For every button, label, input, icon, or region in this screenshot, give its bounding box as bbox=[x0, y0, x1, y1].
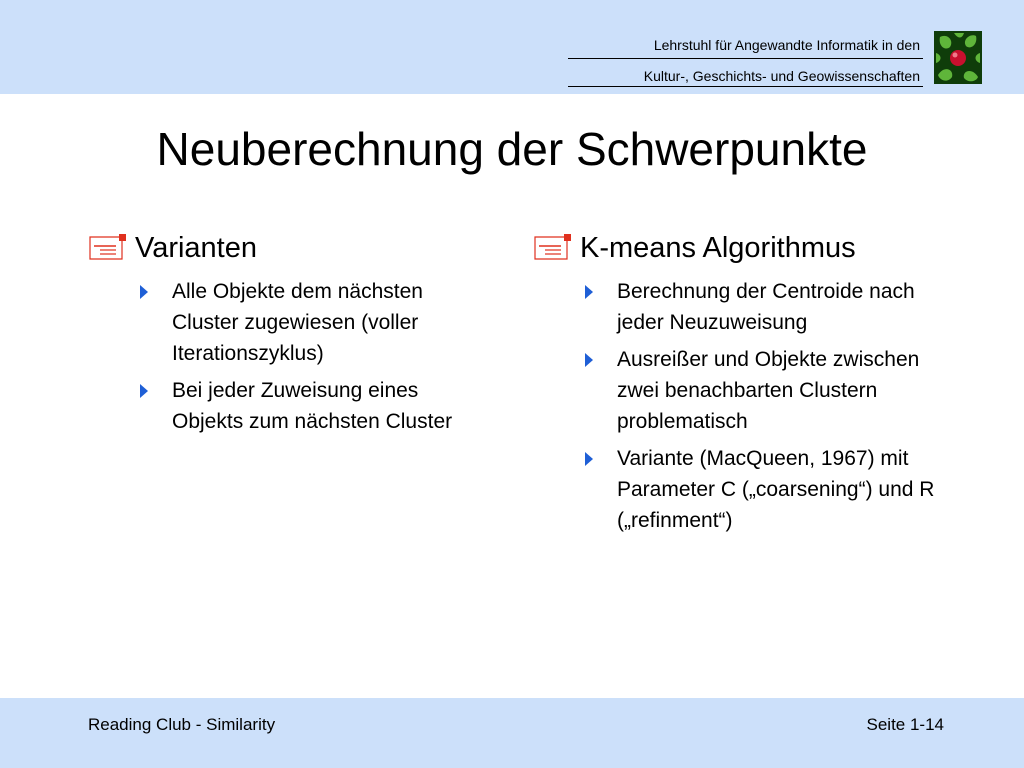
list-item-text: Alle Objekte dem nächsten Cluster zugewiesen (voller Iterationszyklus) bbox=[172, 280, 423, 365]
main-point-k-means bbox=[533, 228, 943, 268]
list-item bbox=[88, 375, 488, 437]
list-item-text: Bei jeder Zuweisung eines Objekts zum nächsten Cluster bbox=[172, 379, 453, 433]
triangle-bullet-icon bbox=[140, 384, 148, 398]
leaf-emblem-icon bbox=[934, 31, 982, 84]
header-divider-bottom bbox=[568, 86, 923, 87]
triangle-bullet-icon bbox=[140, 285, 148, 299]
list-item-text: Variante (MacQueen, 1967) mit Parameter C („coarsening“) und R („refinment“) bbox=[617, 447, 935, 532]
list-item bbox=[533, 276, 943, 338]
triangle-bullet-icon bbox=[585, 452, 593, 466]
sub-point-list bbox=[88, 276, 488, 437]
slide-title: Neuberechnung der Schwerpunkte bbox=[156, 123, 868, 175]
list-item bbox=[88, 276, 488, 369]
triangle-bullet-icon bbox=[585, 353, 593, 367]
list-item bbox=[533, 443, 943, 536]
chair-name-line1: Lehrstuhl für Angewandte Informatik in den bbox=[653, 37, 920, 53]
column-varianten bbox=[88, 228, 488, 443]
column-k-means bbox=[533, 228, 943, 542]
sub-point-list bbox=[533, 276, 943, 536]
header-band bbox=[0, 0, 1024, 94]
chair-name-line2: Kultur-, Geschichts- und Geowissenschaften bbox=[643, 68, 920, 84]
list-item bbox=[533, 344, 943, 437]
footer-band bbox=[0, 698, 1024, 768]
page-number: Seite 1-14 bbox=[866, 715, 944, 734]
header-divider-top bbox=[568, 58, 923, 59]
list-bullet-icon bbox=[88, 233, 128, 261]
list-item-text: Ausreißer und Objekte zwischen zwei benachbarten Clustern problematisch bbox=[617, 348, 920, 433]
main-point-label: Varianten bbox=[135, 232, 257, 264]
triangle-bullet-icon bbox=[585, 285, 593, 299]
main-point-varianten bbox=[88, 228, 488, 268]
list-item-text: Berechnung der Centroide nach jeder Neuzuweisung bbox=[617, 280, 915, 334]
footer-course-title: Reading Club - Similarity bbox=[88, 715, 276, 734]
list-bullet-icon bbox=[533, 233, 573, 261]
main-point-label: K-means Algorithmus bbox=[580, 232, 856, 264]
